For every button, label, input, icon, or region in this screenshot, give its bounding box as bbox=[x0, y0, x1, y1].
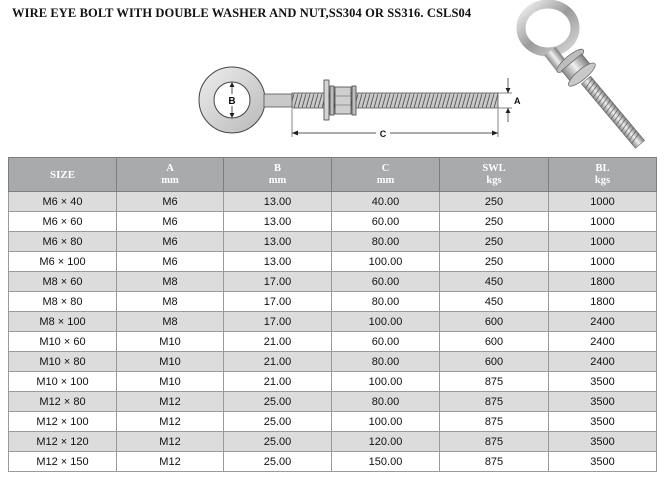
cell-swl: 875 bbox=[440, 412, 549, 432]
cell-b: 13.00 bbox=[224, 252, 332, 272]
eye-bolt-photo bbox=[508, 0, 664, 150]
cell-c: 60.00 bbox=[332, 332, 440, 352]
cell-a: M12 bbox=[117, 412, 224, 432]
table-row bbox=[9, 252, 657, 272]
table-row bbox=[9, 232, 657, 252]
table-row bbox=[9, 352, 657, 372]
cell-size: M10 × 100 bbox=[9, 372, 117, 392]
cell-bl: 1000 bbox=[549, 252, 657, 272]
cell-swl: 600 bbox=[440, 332, 549, 352]
cell-b: 25.00 bbox=[224, 432, 332, 452]
cell-a: M12 bbox=[117, 432, 224, 452]
cell-c: 100.00 bbox=[332, 412, 440, 432]
table-row bbox=[9, 332, 657, 352]
header-b: B mm bbox=[224, 158, 332, 192]
header-bl: BL kgs bbox=[549, 158, 657, 192]
table-row bbox=[9, 452, 657, 472]
cell-size: M6 × 100 bbox=[9, 252, 117, 272]
table-row bbox=[9, 292, 657, 312]
header-a: A mm bbox=[117, 158, 224, 192]
dimension-a-label: A bbox=[514, 96, 521, 106]
dimension-b-label: B bbox=[228, 96, 236, 107]
cell-b: 13.00 bbox=[224, 192, 332, 212]
cell-swl: 450 bbox=[440, 272, 549, 292]
cell-swl: 600 bbox=[440, 312, 549, 332]
cell-size: M12 × 150 bbox=[9, 452, 117, 472]
cell-b: 17.00 bbox=[224, 292, 332, 312]
cell-a: M6 bbox=[117, 232, 224, 252]
cell-bl: 1000 bbox=[549, 212, 657, 232]
cell-swl: 600 bbox=[440, 352, 549, 372]
cell-size: M6 × 80 bbox=[9, 232, 117, 252]
cell-c: 150.00 bbox=[332, 452, 440, 472]
header-c: C mm bbox=[332, 158, 440, 192]
cell-size: M8 × 100 bbox=[9, 312, 117, 332]
cell-bl: 1800 bbox=[549, 292, 657, 312]
cell-bl: 3500 bbox=[549, 392, 657, 412]
cell-b: 17.00 bbox=[224, 272, 332, 292]
table-row bbox=[9, 412, 657, 432]
cell-a: M10 bbox=[117, 352, 224, 372]
cell-c: 100.00 bbox=[332, 372, 440, 392]
cell-c: 80.00 bbox=[332, 352, 440, 372]
cell-b: 21.00 bbox=[224, 372, 332, 392]
cell-a: M12 bbox=[117, 452, 224, 472]
cell-b: 17.00 bbox=[224, 312, 332, 332]
cell-bl: 2400 bbox=[549, 332, 657, 352]
page-title: WIRE EYE BOLT WITH DOUBLE WASHER AND NUT,SS304 OR SS316. CSLS04 bbox=[12, 6, 472, 20]
cell-b: 13.00 bbox=[224, 232, 332, 252]
dimension-c-label: C bbox=[379, 129, 387, 139]
eye-bolt-diagram bbox=[190, 52, 525, 144]
cell-size: M10 × 60 bbox=[9, 332, 117, 352]
cell-swl: 250 bbox=[440, 192, 549, 212]
cell-size: M8 × 80 bbox=[9, 292, 117, 312]
table-row bbox=[9, 212, 657, 232]
cell-c: 80.00 bbox=[332, 232, 440, 252]
cell-swl: 875 bbox=[440, 432, 549, 452]
cell-c: 100.00 bbox=[332, 312, 440, 332]
cell-bl: 1800 bbox=[549, 272, 657, 292]
cell-swl: 875 bbox=[440, 392, 549, 412]
cell-bl: 3500 bbox=[549, 412, 657, 432]
header-swl: SWL kgs bbox=[440, 158, 549, 192]
cell-bl: 3500 bbox=[549, 372, 657, 392]
cell-swl: 875 bbox=[440, 372, 549, 392]
cell-a: M6 bbox=[117, 192, 224, 212]
cell-bl: 3500 bbox=[549, 452, 657, 472]
table-row bbox=[9, 312, 657, 332]
cell-size: M6 × 40 bbox=[9, 192, 117, 212]
cell-size: M12 × 100 bbox=[9, 412, 117, 432]
table-row bbox=[9, 192, 657, 212]
cell-a: M12 bbox=[117, 392, 224, 412]
cell-size: M10 × 80 bbox=[9, 352, 117, 372]
cell-a: M8 bbox=[117, 312, 224, 332]
cell-swl: 250 bbox=[440, 252, 549, 272]
specification-table bbox=[8, 157, 657, 472]
cell-a: M8 bbox=[117, 272, 224, 292]
cell-b: 25.00 bbox=[224, 392, 332, 412]
cell-b: 25.00 bbox=[224, 412, 332, 432]
cell-b: 21.00 bbox=[224, 352, 332, 372]
cell-bl: 1000 bbox=[549, 232, 657, 252]
cell-c: 80.00 bbox=[332, 292, 440, 312]
cell-size: M8 × 60 bbox=[9, 272, 117, 292]
table-header-row bbox=[9, 158, 657, 192]
table-row bbox=[9, 432, 657, 452]
cell-a: M8 bbox=[117, 292, 224, 312]
table-row bbox=[9, 272, 657, 292]
cell-a: M10 bbox=[117, 372, 224, 392]
cell-swl: 250 bbox=[440, 232, 549, 252]
cell-b: 25.00 bbox=[224, 452, 332, 472]
header-size: SIZE bbox=[9, 158, 117, 192]
cell-c: 120.00 bbox=[332, 432, 440, 452]
table-row bbox=[9, 392, 657, 412]
cell-c: 60.00 bbox=[332, 212, 440, 232]
cell-swl: 450 bbox=[440, 292, 549, 312]
cell-bl: 1000 bbox=[549, 192, 657, 212]
cell-c: 40.00 bbox=[332, 192, 440, 212]
cell-b: 13.00 bbox=[224, 212, 332, 232]
cell-a: M6 bbox=[117, 212, 224, 232]
cell-c: 80.00 bbox=[332, 392, 440, 412]
cell-a: M10 bbox=[117, 332, 224, 352]
cell-bl: 2400 bbox=[549, 352, 657, 372]
cell-swl: 875 bbox=[440, 452, 549, 472]
cell-c: 100.00 bbox=[332, 252, 440, 272]
cell-swl: 250 bbox=[440, 212, 549, 232]
cell-size: M12 × 80 bbox=[9, 392, 117, 412]
cell-c: 60.00 bbox=[332, 272, 440, 292]
table-row bbox=[9, 372, 657, 392]
cell-b: 21.00 bbox=[224, 332, 332, 352]
cell-size: M12 × 120 bbox=[9, 432, 117, 452]
cell-a: M6 bbox=[117, 252, 224, 272]
cell-size: M6 × 60 bbox=[9, 212, 117, 232]
cell-bl: 2400 bbox=[549, 312, 657, 332]
cell-bl: 3500 bbox=[549, 432, 657, 452]
